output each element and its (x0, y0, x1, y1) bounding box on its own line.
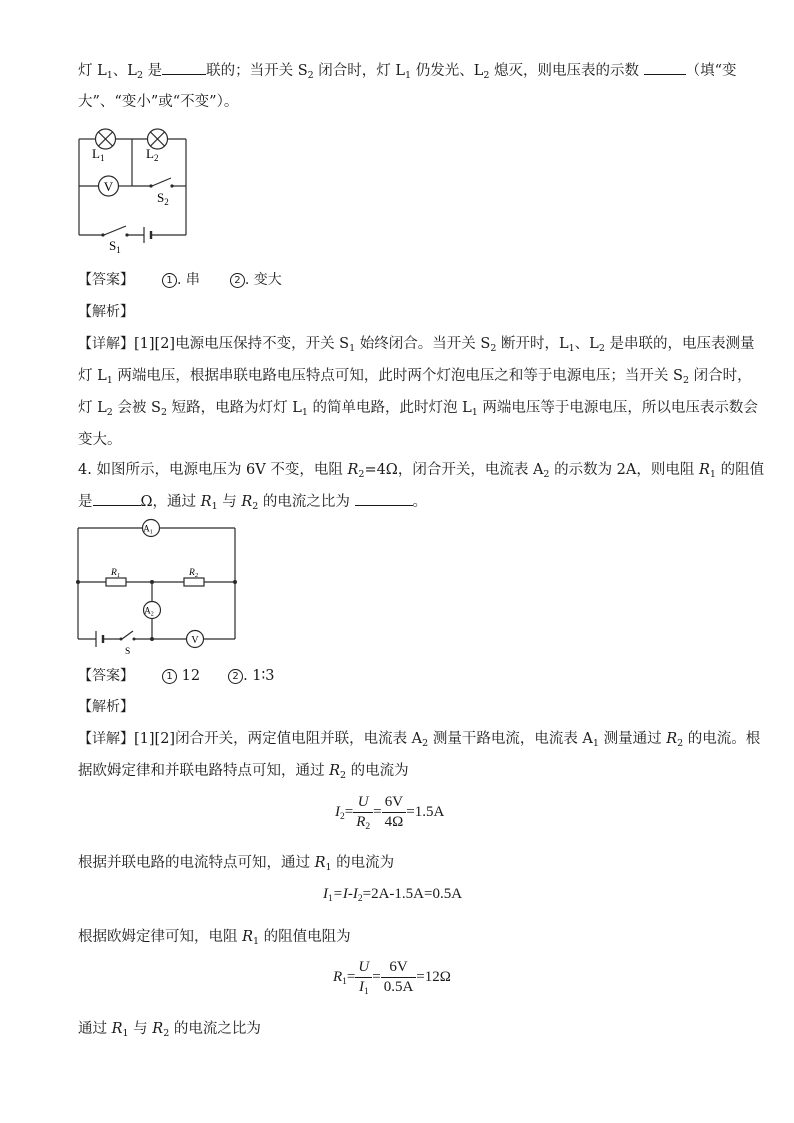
resistor-r1-symbol (106, 578, 126, 586)
q4-blank-2 (355, 491, 413, 506)
q4-detail-line3: 根据并联电路的电流特点可知，通过 $R_1$ 的电流为 (78, 855, 395, 873)
ammeter-a2-label: $A_2$ (144, 605, 154, 618)
q4-blank-1 (93, 491, 141, 506)
q3-answer-line: 【答案】 1 . 串 2 . 变大 (78, 272, 282, 288)
formula-i2: $I_2=$ $\frac{U}{R_2}$ = $\frac{6V}{4\Omega}$ =1.5A (335, 794, 445, 832)
q4-detail-line1: 【详解】[1][2]闭合开关，两定值电阻并联，电流表 $A_2$ 测量干路电流，电流表 $A_1$ 测量通过 $R_2$ 的电流。根 (78, 731, 761, 749)
q3-analysis-tag: 【解析】 (78, 304, 134, 320)
battery-symbol-q4 (96, 631, 103, 647)
q3-detail-line3: 灯 $L_2$ 会被 $S_2$ 短路，电路为灯灯 $L_1$ 的简单电路，此时灯泡 $L_1$ 两端电压等于电源电压，所以电压表示数会 (78, 400, 758, 418)
formula-r1: $R_1=$ $\frac{U}{I_1}$ = $\frac{6V}{0.5A}$ =12Ω (333, 959, 451, 997)
switch-s1-label: $S_1$ (109, 238, 121, 254)
switch-s2-label: $S_2$ (157, 190, 169, 207)
q4-circuit-diagram (72, 518, 242, 658)
q3-blank-2 (644, 60, 686, 75)
q4-stem-line2: 是 Ω，通过 $R_1$ 与 $R_2$ 的电流之比为 。 (78, 491, 427, 512)
q3-stem-line2: 大”、“变小”或“不变”）。 (78, 94, 239, 110)
ammeter-a1-label: $A_1$ (143, 523, 153, 536)
q3-detail-line2: 灯 $L_1$ 两端电压，根据串联电路电压特点可知，此时两个灯泡电压之和等于电源电压；当开关 $S_2$ 闭合时， (78, 368, 752, 386)
battery-symbol (144, 227, 151, 243)
q4-detail-line4: 根据欧姆定律可知，电阻 $R_1$ 的阻值电阻为 (78, 929, 351, 947)
resistor-r1-label: $R_1$ (111, 568, 121, 579)
lamp-l1-label: $L_1$ (92, 146, 105, 163)
q3-detail-line4: 变大。 (78, 432, 122, 448)
resistor-r2-symbol (184, 578, 204, 586)
q3-stem-line1: 灯 $L_1$、$L_2$ 是 联的；当开关 $S_2$ 闭合时，灯 $L_1$ 仍发光、$L_2$ 熄灭，则电压表的示数 （填“变 (78, 60, 737, 81)
q3-detail-line1: 【详解】[1][2]电源电压保持不变，开关 $S_1$ 始终闭合。当开关 $S_2$ 断开时，$L_1$、$L_2$ 是串联的，电压表测量 (78, 336, 755, 354)
resistor-r2-label: $R_2$ (189, 568, 199, 579)
switch-s-label: S (125, 647, 131, 657)
q4-detail-line5: 通过 $R_1$ 与 $R_2$ 的电流之比为 (78, 1021, 261, 1039)
formula-i1: $I_1=I-I_2=2A-1.5A=0.5A$ (323, 886, 463, 904)
voltmeter-label: V (103, 179, 114, 194)
lamp-l2-label: $L_2$ (146, 146, 159, 163)
voltmeter-q4-label: V (191, 635, 199, 646)
q4-stem-line1: 4. 如图所示，电源电压为 6V 不变，电阻 $R_2=4\Omega$，闭合开关，电流表 $A_2$ 的示数为 2A，则电阻 $R_1$ 的阻值 (78, 462, 765, 480)
q3-blank-1 (162, 60, 206, 75)
q4-analysis-tag: 【解析】 (78, 699, 134, 715)
q4-answer-line: 【答案】 1 12 2 . 1∶3 (78, 668, 275, 684)
q3-circuit-diagram (72, 122, 202, 254)
q4-detail-line2: 据欧姆定律和并联电路特点可知，通过 $R_2$ 的电流为 (78, 763, 409, 781)
